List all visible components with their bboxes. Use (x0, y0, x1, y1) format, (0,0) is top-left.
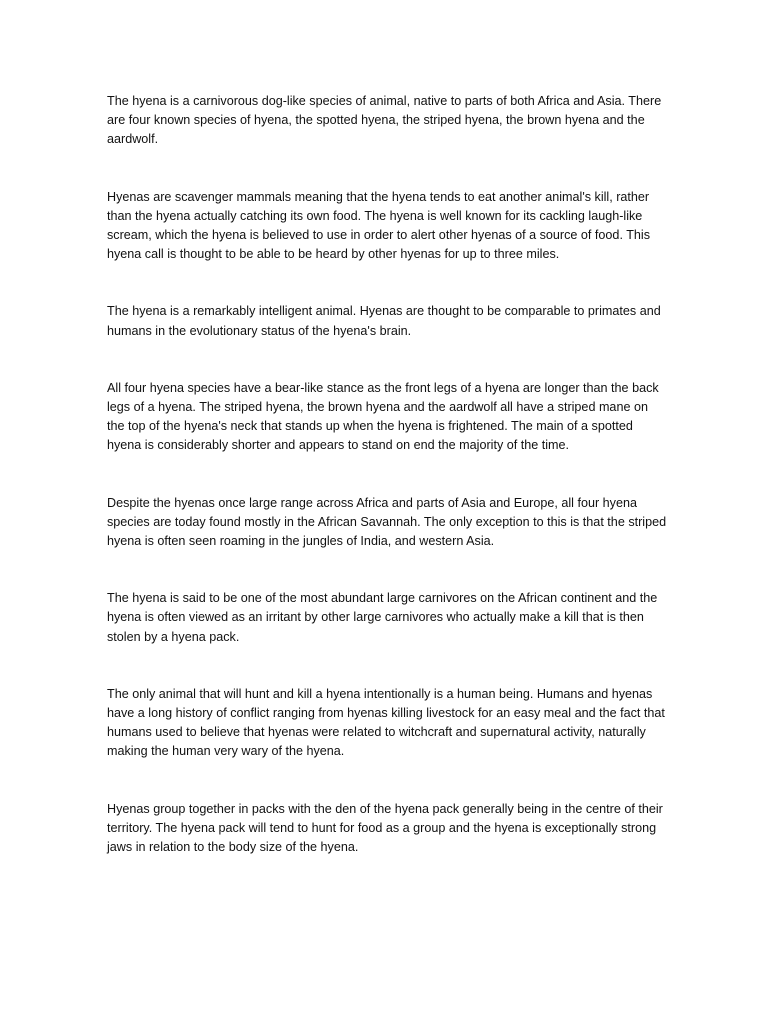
paragraph-2: Hyenas are scavenger mammals meaning that the hyena tends to eat another animal's kill, rather than the hyena actually catching its own food. The hyena is well known for its cackling laugh-like scream, which the hyena is believed to use in order to alert other hyenas of a source of food. This hyena call is thought to be able to be heard by other hyenas for up to three miles. (107, 189, 651, 262)
paragraph-3: The hyena is a remarkably intelligent animal. Hyenas are thought to be comparable to primates and humans in the evolutionary status of the hyena's brain. (107, 304, 661, 338)
paragraph-4: All four hyena species have a bear-like stance as the front legs of a hyena are longer than the back legs of a hyena. The striped hyena, the brown hyena and the aardwolf all have a striped mane on the top of the hyena's neck that stands up when the hyena is frightened. The main of a spotted hyena is considerably shorter and appears to stand on end the majority of the time. (107, 380, 659, 453)
paragraph-5: Despite the hyenas once large range across Africa and parts of Asia and Europe, all four hyena species are today found mostly in the African Savannah. The only exception to this is that the striped hyena is often seen roaming in the jungles of India, and western Asia. (107, 495, 667, 549)
paragraph-1: The hyena is a carnivorous dog-like species of animal, native to parts of both Africa and Asia. There are four known species of hyena, the spotted hyena, the striped hyena, the brown hyena and the aardwolf. (107, 94, 662, 147)
paragraph-8: Hyenas group together in packs with the den of the hyena pack generally being in the centre of their territory. The hyena pack will tend to hunt for food as a group and the hyena is exceptionally strong jaws in relation to the body size of the hyena. (107, 801, 663, 855)
document-body (107, 92, 667, 857)
paragraph-7: The only animal that will hunt and kill a hyena intentionally is a human being. Humans and hyenas have a long history of conflict ranging from hyenas killing livestock for an easy meal and the fact that humans used to believe that hyenas were related to witchcraft and supernatural activity, naturally making the human very wary of the hyena. (107, 686, 665, 759)
paragraph-6: The hyena is said to be one of the most abundant large carnivores on the African continent and the hyena is often viewed as an irritant by other large carnivores who actually make a kill that is then stolen by a hyena pack. (107, 591, 658, 644)
